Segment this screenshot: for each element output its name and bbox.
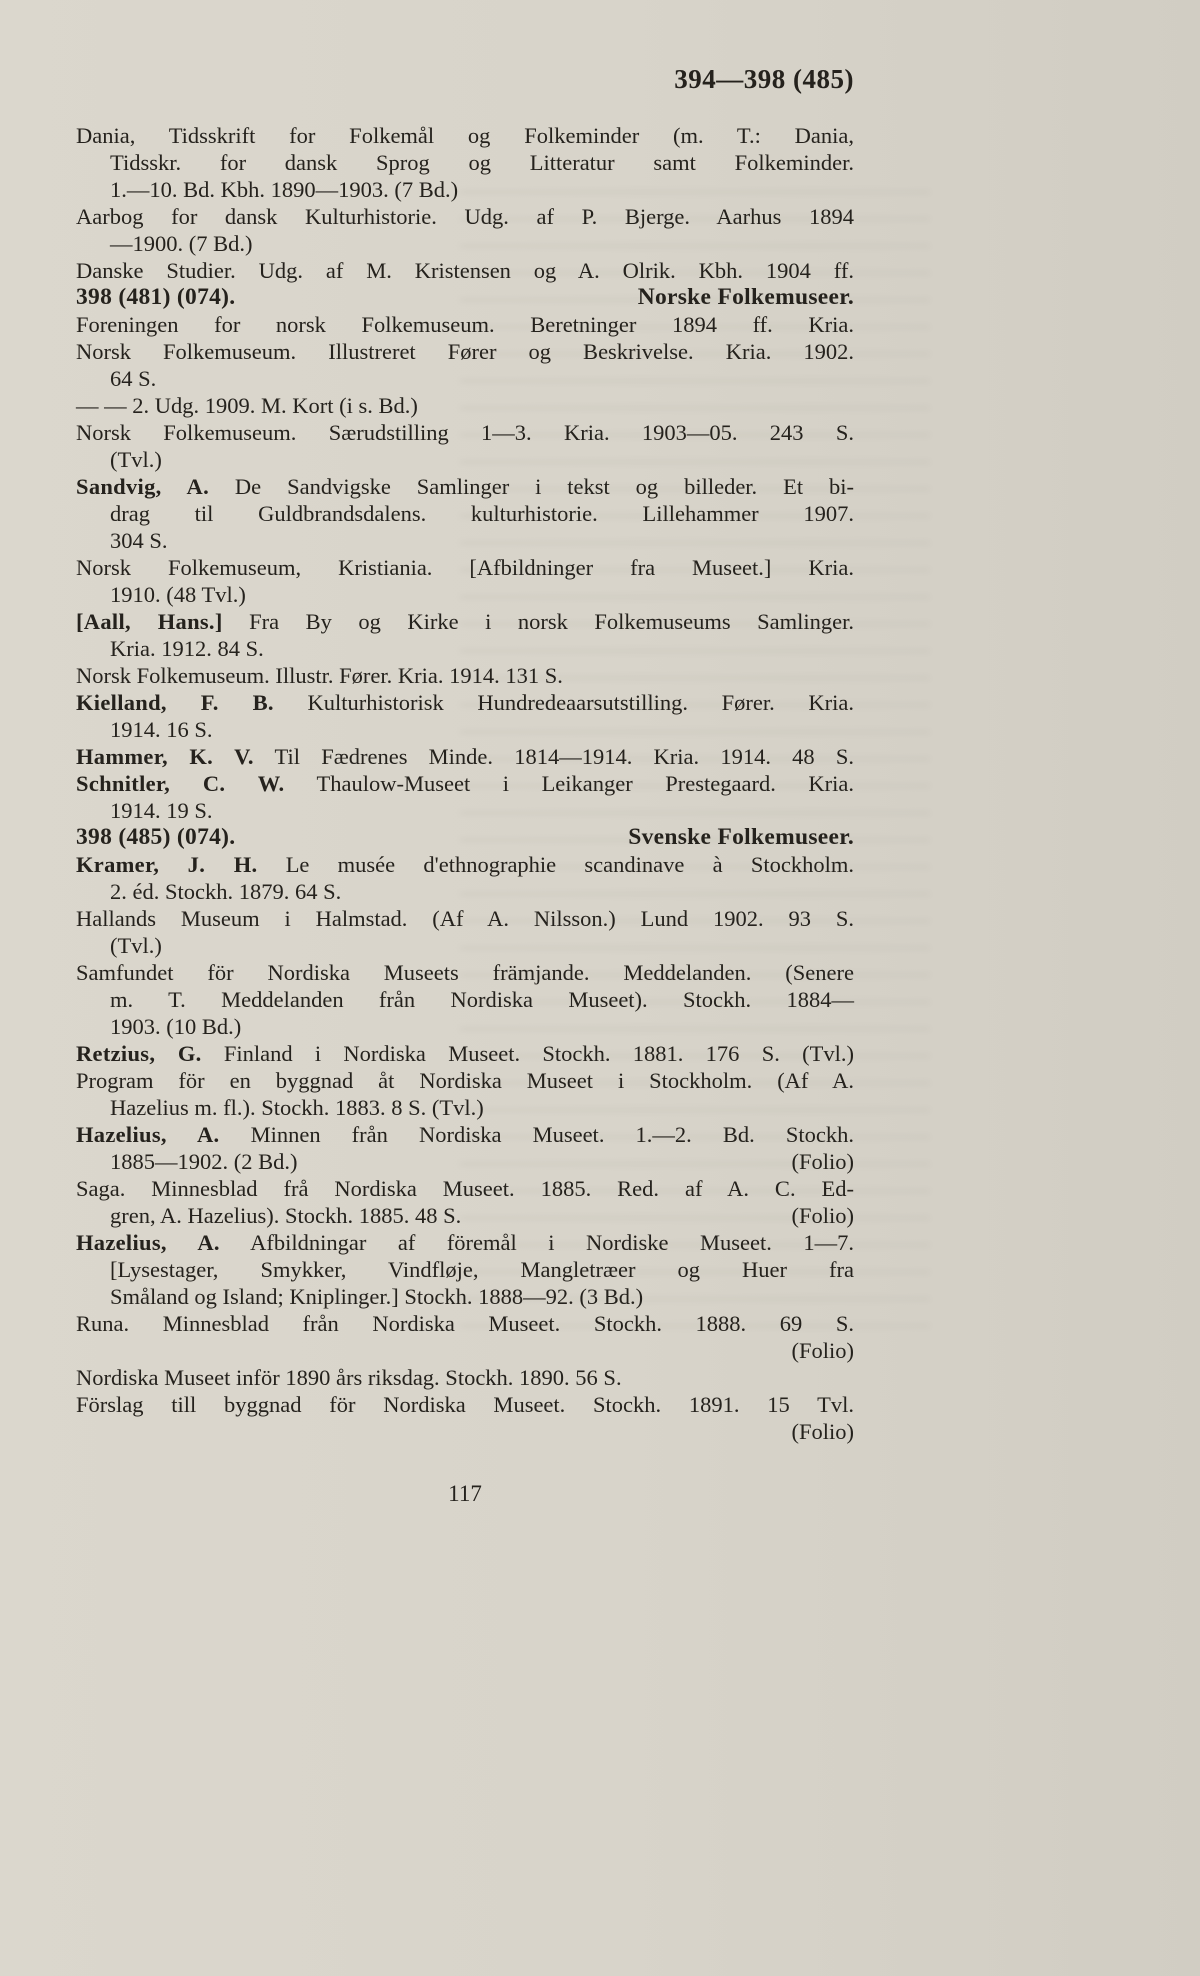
line-text — [110, 231, 253, 256]
entry-text: De Sandvigske Samlinger i tekst og billeder. Et bi- — [209, 474, 854, 499]
page-header — [76, 62, 854, 96]
entry-text: Hazelius m. fl.). Stockh. 1883. 8 S. (Tvl.) — [110, 1095, 484, 1120]
author-name: Retzius, G. — [76, 1041, 202, 1066]
entry-text: — — 2. Udg. 1909. M. Kort (i s. Bd.) — [76, 393, 418, 418]
entry-line — [76, 122, 854, 149]
line-text — [110, 1095, 484, 1120]
author-name: Hazelius, A. — [76, 1122, 220, 1147]
page-header-range: 394—398 (485) — [674, 64, 854, 94]
line-text — [76, 1230, 854, 1255]
entry-text: Saga. Minnesblad frå Nordiska Museet. 1885. Red. af A. C. Ed- — [76, 1176, 854, 1201]
entry-text: Kulturhistorisk Hundredeaarsutstilling. Fører. Kria. — [273, 690, 854, 715]
entry-text: Foreningen for norsk Folkemuseum. Beretninger 1894 ff. Kria. — [76, 312, 854, 337]
entry-text: Tidsskr. for dansk Sprog og Litteratur samt Folkeminder. — [110, 150, 854, 175]
entry-text: gren, A. Hazelius). Stockh. 1885. 48 S. — [110, 1203, 462, 1228]
entry-line — [76, 905, 854, 932]
line-text — [110, 528, 168, 553]
classification-number: 398 (485) (074). — [76, 824, 236, 850]
entry-line — [76, 959, 854, 986]
author-name: Kramer, J. H. — [76, 852, 258, 877]
section-heading — [76, 284, 854, 311]
line-text — [76, 420, 854, 445]
entry-text: Aarbog for dansk Kulturhistorie. Udg. af P. Bjerge. Aarhus 1894 — [76, 204, 854, 229]
line-text — [76, 1365, 622, 1390]
entry-line — [76, 1256, 854, 1283]
entry-text: Nordiska Museet inför 1890 års riksdag. Stockh. 1890. 56 S. — [76, 1365, 622, 1390]
text-column — [76, 62, 854, 1507]
classification-number: 398 (481) (074). — [76, 284, 236, 310]
line-text — [76, 1311, 854, 1336]
line-text — [76, 1176, 854, 1201]
line-text — [76, 960, 854, 985]
line-text — [76, 771, 854, 796]
entry-line — [76, 149, 854, 176]
entry-text: 1.—10. Bd. Kbh. 1890—1903. (7 Bd.) — [110, 177, 459, 202]
line-text — [76, 339, 854, 364]
entry-line — [76, 176, 854, 203]
entry-text: Program för en byggnad åt Nordiska Museet i Stockholm. (Af A. — [76, 1068, 854, 1093]
entry-line — [76, 1229, 854, 1256]
section-title: Svenske Folkemuseer. — [628, 824, 854, 850]
entry-line — [76, 1040, 854, 1067]
entry-line — [76, 1013, 854, 1040]
entry-line — [76, 986, 854, 1013]
line-text — [76, 663, 563, 688]
line-text — [110, 447, 162, 472]
entry-text: Danske Studier. Udg. af M. Kristensen og A. Olrik. Kbh. 1904 ff. — [76, 258, 854, 283]
page-number: 117 — [448, 1481, 482, 1506]
entry-text: Fra By og Kirke i norsk Folkemuseums Samlinger. — [222, 609, 854, 634]
line-text — [110, 150, 854, 175]
line-text — [76, 393, 418, 418]
author-name: Kielland, F. B. — [76, 690, 274, 715]
entry-text: Minnen från Nordiska Museet. 1.—2. Bd. Stockh. — [219, 1122, 855, 1147]
entry-line — [76, 878, 854, 905]
entry-line — [76, 797, 854, 824]
entry-text: Norsk Folkemuseum. Illustr. Fører. Kria. 1914. 131 S. — [76, 663, 563, 688]
entry-text: Småland og Island; Kniplinger.] Stockh. 1888—92. (3 Bd.) — [110, 1284, 644, 1309]
entry-line — [76, 1337, 854, 1364]
folio-tag: (Folio) — [791, 1419, 854, 1444]
entry-text: —1900. (7 Bd.) — [110, 231, 253, 256]
entry-line — [76, 365, 854, 392]
author-name: Schnitler, C. W. — [76, 771, 285, 796]
entry-line — [76, 203, 854, 230]
entry-text: Le musée d'ethnographie scandinave à Stockholm. — [257, 852, 854, 877]
line-text — [76, 1041, 854, 1066]
entry-line — [76, 446, 854, 473]
entry-line — [76, 311, 854, 338]
entry-text: [Lysestager, Smykker, Vindfløje, Mangletræer og Huer fra — [110, 1257, 854, 1282]
line-text — [110, 1014, 241, 1039]
entry-text: Norsk Folkemuseum. Særudstilling 1—3. Kria. 1903—05. 243 S. — [76, 420, 854, 445]
entry-line — [76, 1067, 854, 1094]
line-text — [76, 123, 854, 148]
line-text — [110, 501, 854, 526]
entry-line — [76, 1283, 854, 1310]
entry-text: Hallands Museum i Halmstad. (Af A. Nilsson.) Lund 1902. 93 S. — [76, 906, 854, 931]
entry-line — [76, 527, 854, 554]
line-text — [110, 366, 156, 391]
entry-line — [76, 1364, 854, 1391]
line-text — [76, 1392, 854, 1417]
entry-text: Norsk Folkemuseum. Illustreret Fører og Beskrivelse. Kria. 1902. — [76, 339, 854, 364]
entry-text: m. T. Meddelanden från Nordiska Museet). Stockh. 1884— — [110, 987, 854, 1012]
entry-text: Norsk Folkemuseum, Kristiania. [Afbildninger fra Museet.] Kria. — [76, 555, 854, 580]
author-name: Hammer, K. V. — [76, 744, 254, 769]
entry-line — [76, 581, 854, 608]
line-text — [76, 690, 854, 715]
entry-text: 1914. 16 S. — [110, 717, 213, 742]
entry-text: 64 S. — [110, 366, 157, 391]
line-text — [76, 906, 854, 931]
folio-tag: (Folio) — [791, 1203, 854, 1228]
entry-line — [76, 257, 854, 284]
entry-text: Runa. Minnesblad från Nordiska Museet. Stockh. 1888. 69 S. — [76, 1311, 854, 1336]
entry-text: Förslag till byggnad för Nordiska Museet. Stockh. 1891. 15 Tvl. — [76, 1392, 854, 1417]
line-text — [110, 798, 213, 823]
entry-line — [76, 1175, 854, 1202]
entry-text: Thaulow-Museet i Leikanger Prestegaard. Kria. — [284, 771, 854, 796]
line-text — [76, 609, 854, 634]
line-text — [110, 717, 213, 742]
line-text — [110, 1284, 643, 1309]
line-text — [76, 258, 854, 283]
entry-text: (Tvl.) — [110, 933, 162, 958]
entry-text: Afbildningar af föremål i Nordiske Museet. 1—7. — [219, 1230, 854, 1255]
entry-text: 304 S. — [110, 528, 168, 553]
entry-line — [76, 689, 854, 716]
entry-text: 2. éd. Stockh. 1879. 64 S. — [110, 879, 342, 904]
line-text — [110, 1257, 854, 1282]
line-text — [110, 177, 458, 202]
line-text — [110, 582, 246, 607]
entry-line — [76, 743, 854, 770]
entry-line — [76, 1121, 854, 1148]
entry-text: (Tvl.) — [110, 447, 162, 472]
entry-line — [76, 338, 854, 365]
entry-line — [76, 1391, 854, 1418]
entry-line — [76, 392, 854, 419]
line-text — [76, 204, 854, 229]
entry-line — [76, 770, 854, 797]
entry-line — [76, 662, 854, 689]
entry-line — [76, 1148, 854, 1175]
line-text — [76, 1122, 854, 1147]
entry-line — [76, 554, 854, 581]
line-text — [110, 987, 854, 1012]
entry-text: 1910. (48 Tvl.) — [110, 582, 246, 607]
line-text — [76, 312, 854, 337]
entry-line — [76, 608, 854, 635]
entry-line — [76, 1310, 854, 1337]
folio-tag: (Folio) — [791, 1149, 854, 1174]
author-name: Hazelius, A. — [76, 1230, 220, 1255]
author-name: [Aall, Hans.] — [76, 609, 223, 634]
entry-line — [76, 1202, 854, 1229]
entry-line — [76, 635, 854, 662]
entry-line — [76, 473, 854, 500]
line-text — [76, 555, 854, 580]
author-name: Sandvig, A. — [76, 474, 210, 499]
entry-line — [76, 716, 854, 743]
line-text — [110, 1202, 461, 1229]
entry-text: Dania, Tidsskrift for Folkemål og Folkeminder (m. T.: Dania, — [76, 123, 854, 148]
section-heading — [76, 824, 854, 851]
bibliography-entries — [76, 122, 854, 1445]
entry-line — [76, 230, 854, 257]
entry-text: 1885—1902. (2 Bd.) — [110, 1149, 298, 1174]
entry-text: 1914. 19 S. — [110, 798, 213, 823]
entry-text: Til Fædrenes Minde. 1814—1914. Kria. 1914. 48 S. — [253, 744, 854, 769]
entry-text: Kria. 1912. 84 S. — [110, 636, 264, 661]
line-text — [110, 933, 162, 958]
entry-line — [76, 851, 854, 878]
line-text — [76, 744, 854, 769]
entry-text: drag til Guldbrandsdalens. kulturhistorie. Lillehammer 1907. — [110, 501, 854, 526]
line-text — [76, 1068, 854, 1093]
entry-line — [76, 419, 854, 446]
entry-text: Samfundet för Nordiska Museets främjande. Meddelanden. (Senere — [76, 960, 854, 985]
entry-line — [76, 1418, 854, 1445]
entry-line — [76, 1094, 854, 1121]
entry-text: 1903. (10 Bd.) — [110, 1014, 242, 1039]
line-text — [110, 636, 264, 661]
section-title: Norske Folkemuseer. — [637, 284, 854, 310]
line-text — [76, 852, 854, 877]
entry-line — [76, 500, 854, 527]
line-text — [110, 879, 341, 904]
line-text — [110, 1148, 298, 1175]
entry-line — [76, 932, 854, 959]
entry-text: Finland i Nordiska Museet. Stockh. 1881. 176 S. (Tvl.) — [201, 1041, 854, 1066]
folio-tag: (Folio) — [791, 1338, 854, 1363]
line-text — [76, 474, 854, 499]
